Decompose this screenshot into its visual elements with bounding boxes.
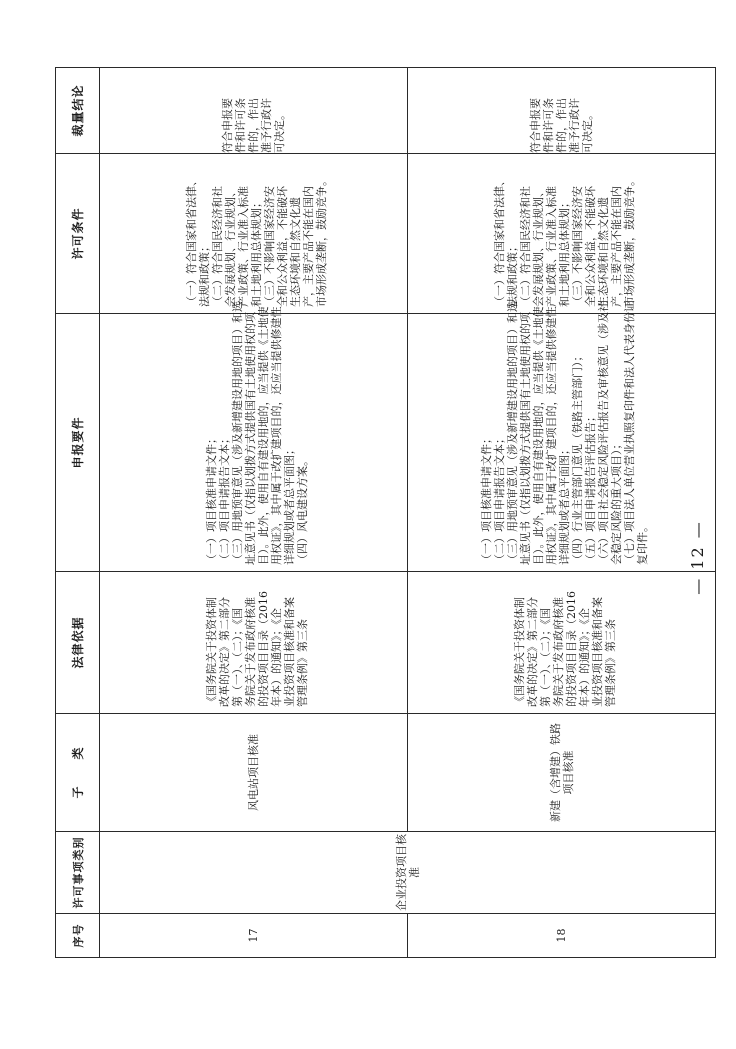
cell-text-line: 和土地利用总体规划； xyxy=(558,197,571,307)
row-verdict xyxy=(100,68,408,154)
cell-text-line: 件和许可条 xyxy=(542,98,555,153)
cell-text-line: 会发展规划、行业规划、 xyxy=(532,186,545,307)
cell-text-line: 准予行政许 xyxy=(260,98,273,153)
row-seq: 18 xyxy=(408,914,716,958)
cell-text-line: 产业政策、行业准入标准 xyxy=(545,186,558,307)
cell-text-line: 符合申报要 xyxy=(529,98,542,153)
cell-text-line: 址意见书（仅指以划拨方式提供国有土地使用权的项 xyxy=(243,312,257,565)
cell-text-line: 业投资项目核准和备案 xyxy=(282,597,296,707)
header-sub: 子 类 xyxy=(56,714,100,832)
cell-text-line: 可决定。 xyxy=(273,109,286,153)
row-verdict xyxy=(408,68,716,154)
cell-text-line: 详细规划或者总平面图； xyxy=(558,444,571,565)
cell-text-line: 全和公众利益，不能破坏 xyxy=(584,186,597,307)
cell-text-line: 务院关于发布政府核准 xyxy=(551,597,565,707)
header-row xyxy=(56,68,100,958)
cell-text-line: 市场形成垄断，鼓励竞争。 xyxy=(315,175,328,307)
row-req xyxy=(408,301,716,572)
header-law: 法律依据 xyxy=(56,572,100,714)
cell-text-line: 用权证》，其中属于改扩建项目的，还应当提供修建性 xyxy=(269,306,283,565)
cell-text-line: 会发展规划、行业规划、 xyxy=(224,186,237,307)
row-sub: 新建（含增建）铁路项目核准 xyxy=(408,714,716,832)
page-number: — 12 — xyxy=(687,520,707,595)
cell-text-line: （七）项目法人单位营业执照复印件和法人代表身份证 xyxy=(623,301,636,565)
cell-text-line: 改革的决定》第二部分 xyxy=(525,597,539,707)
cell-text-line: 详细规划或者总平面图； xyxy=(282,444,296,565)
cell-text-line: 产，主要产品不能在国内 xyxy=(302,186,315,307)
cell-text-line: 复印件。 xyxy=(636,521,649,565)
cell-text-line: （三）用地预审意见（涉及新增建设用地的项目）和选 xyxy=(230,301,244,565)
cell-text-line: 的投资项目目录（2016 xyxy=(256,591,270,707)
category-cell: 企业投资项目核准 xyxy=(100,832,716,914)
row-seq: 17 xyxy=(100,914,408,958)
cell-text-line: 年本）的通知》；《企 xyxy=(577,608,591,707)
header-req: 申报要件 xyxy=(56,314,100,572)
cell-text-line: 产，主要产品不能在国内 xyxy=(610,186,623,307)
header-cond: 许可条件 xyxy=(56,154,100,314)
cell-text-line: 管理条例》第三条 xyxy=(295,619,309,707)
cell-text-line: 的投资项目目录（2016 xyxy=(564,591,578,707)
cell-text-line: 第（一）、（二）；《国 xyxy=(230,608,244,707)
rotated-table-page xyxy=(55,68,715,958)
cell-text-line: 目）。此外，使用自有建设用地的，应当提供《土地使 xyxy=(532,306,545,565)
cell-text-line: 全和公众利益，不能破坏 xyxy=(276,186,289,307)
cell-text-line: （二）符合国民经济和社 xyxy=(519,186,532,307)
cell-text-line: 件和许可条 xyxy=(234,98,247,153)
cell-text-line: （四）行业主管部门意见（铁路主管部门）； xyxy=(571,350,584,565)
cell-text-line: 生态环境和自然文化遗 xyxy=(289,197,302,307)
cell-text-line: （一）符合国家和省法律、 xyxy=(493,175,506,307)
row-sub: 风电站项目核准 xyxy=(100,714,408,832)
cell-text-line: 第（一）、（二）；《国 xyxy=(538,608,552,707)
row-req xyxy=(100,301,408,572)
cell-text-line: 可决定。 xyxy=(581,109,594,153)
cell-text-line: （四）风电建设方案。 xyxy=(295,455,309,565)
cell-text-line: （三）用地预审意见（涉及新增建设用地的项目）和选 xyxy=(506,301,519,565)
permit-table xyxy=(55,67,716,958)
cell-text-line: 业投资项目核准和备案 xyxy=(590,597,604,707)
cell-text-line: （五）项目申请报告评估报告； xyxy=(584,411,597,565)
cell-text-line: （六）项目社会稳定风险评估报告及审核意见（涉及社 xyxy=(597,301,610,565)
row-cond xyxy=(408,154,716,314)
cell-text-line: 管理条例》第三条 xyxy=(603,619,617,707)
cell-text-line: 和土地利用总体规划； xyxy=(250,197,263,307)
header-category: 许可事项类别 xyxy=(56,832,100,914)
cell-text-line: 件的，作出 xyxy=(555,98,568,153)
cell-text-line: （三）不影响国家经济安 xyxy=(571,186,584,307)
cell-text-line: 符合申报要 xyxy=(221,98,234,153)
row-cond xyxy=(100,154,408,314)
table-row xyxy=(100,68,408,958)
cell-text-line: 目）。此外，使用自有建设用地的，应当提供《土地使 xyxy=(256,306,270,565)
cell-text-line: （二）符合国民经济和社 xyxy=(211,186,224,307)
cell-text-line: 法规和政策； xyxy=(198,241,211,307)
cell-text-line: （二）项目申请报告文本； xyxy=(493,433,506,565)
cell-text-line: 《国务院关于投资体制 xyxy=(512,597,526,707)
cell-text-line: 改革的决定》第二部分 xyxy=(217,597,231,707)
cell-text-line: 市场形成垄断，鼓励竞争。 xyxy=(623,175,636,307)
cell-text-line: （一）项目核准申请文件； xyxy=(480,433,493,565)
row-law xyxy=(100,572,408,714)
cell-text-line: 址意见书（仅指以划拨方式提供国有土地使用权的项 xyxy=(519,312,532,565)
cell-text-line: 用权证》，其中属于改扩建项目的，还应当提供修建性 xyxy=(545,306,558,565)
header-seq: 序号 xyxy=(56,914,100,958)
cell-text-line: 法规和政策； xyxy=(506,241,519,307)
cell-text-line: 件的，作出 xyxy=(247,98,260,153)
table-row xyxy=(408,68,716,958)
cell-text-line: 生态环境和自然文化遗 xyxy=(597,197,610,307)
cell-text-line: 产业政策、行业准入标准 xyxy=(237,186,250,307)
row-law xyxy=(408,572,716,714)
cell-text-line: 年本）的通知》；《企 xyxy=(269,608,283,707)
cell-text-line: 会稳定风险的重大项目）； xyxy=(610,438,623,565)
cell-text-line: 《国务院关于投资体制 xyxy=(204,597,218,707)
cell-text-line: （三）不影响国家经济安 xyxy=(263,186,276,307)
header-verdict: 裁量结论 xyxy=(56,68,100,154)
cell-text-line: 务院关于发布政府核准 xyxy=(243,597,257,707)
cell-text-line: （一）符合国家和省法律、 xyxy=(185,175,198,307)
cell-text-line: （二）项目申请报告文本； xyxy=(217,433,231,565)
cell-text-line: 准予行政许 xyxy=(568,98,581,153)
cell-text-line: （一）项目核准申请文件； xyxy=(204,433,218,565)
